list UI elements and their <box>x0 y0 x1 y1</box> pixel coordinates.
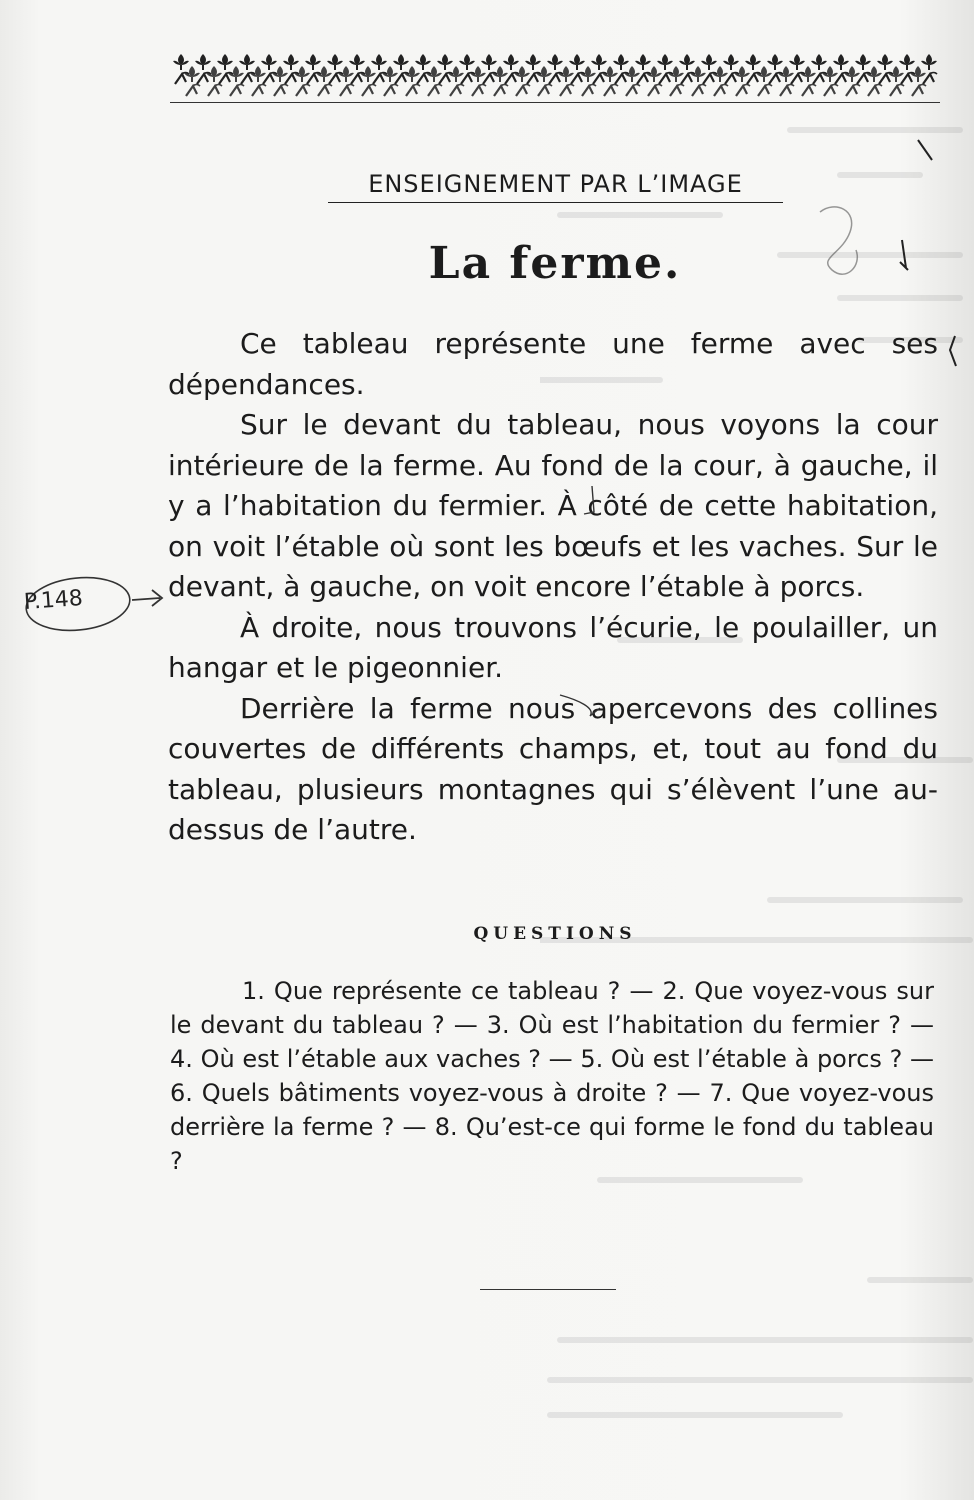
header-ornament <box>170 48 940 100</box>
handwritten-page-note: P.148 <box>23 585 84 616</box>
questions-text: 1. Que représente ce tableau ? — 2. Que voyez-vous sur le devant du tableau ? — 3. Où est l’habitation du fermier ? — 4. Où est l’étable aux vaches ? — 5. Où est l’étable à porcs ? — 6. Quels bâtiments voyez-vous à droite ? — 7. Que voyez-vous derrière la ferme ? — 8. Qu’est-ce qui forme le fond du tableau ? <box>170 977 934 1175</box>
paragraph: Derrière la ferme nous apercevons des collines couvertes de différents champs, et, tout au fond du tableau, plusieurs montagnes qui s’élèvent l’une au-dessus de l’autre. <box>168 691 938 846</box>
questions-block <box>170 974 934 1178</box>
page-ref-arrow-icon <box>132 590 162 606</box>
paragraph: Ce tableau représente une ferme avec ses dépendances. <box>168 327 938 401</box>
end-rule <box>480 1289 616 1290</box>
header-rule <box>170 102 940 103</box>
section-title: ENSEIGNEMENT PAR L’IMAGE <box>328 170 783 203</box>
questions-heading: QUESTIONS <box>473 924 637 944</box>
lesson-title: La ferme. <box>428 238 682 289</box>
fleuron-border-icon <box>170 48 940 100</box>
lesson-body <box>168 324 938 851</box>
margin-bracket-icon <box>950 336 956 366</box>
paragraph: À droite, nous trouvons l’écurie, le poulailler, un hangar et le pigeonnier. <box>168 610 938 684</box>
paragraph: Sur le devant du tableau, nous voyons la cour intérieure de la ferme. Au fond de la cour, à gauche, il y a l’habitation du fermier. À côté de cette habitation, on voit l’étable où sont les bœufs et les vaches. Sur le devant, à gauche, on voit encore l’étable à porcs. <box>168 408 938 603</box>
pencil-stroke-icon <box>918 140 932 160</box>
